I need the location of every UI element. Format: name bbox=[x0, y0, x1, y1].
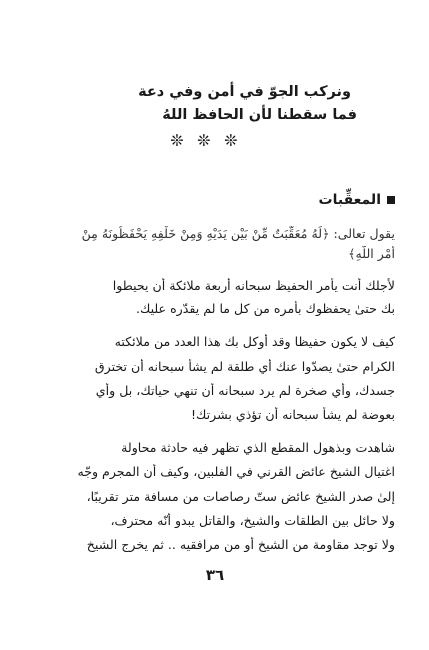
paragraph-2-line-3: جسدك، وأي صخرة لم يرد سبحانه أن تنهي حياتك، بل وأي bbox=[95, 383, 395, 398]
paragraph-3-line-1: شاهدت وبذهول المقطع الذي تظهر فيه حادثة محاولة bbox=[121, 440, 395, 455]
square-bullet-icon bbox=[387, 196, 395, 204]
poem-line-2: فما سقطنا لأن الحافظ اللهُ bbox=[162, 107, 357, 123]
ornament-divider: ❊ ❊ ❊ bbox=[170, 131, 242, 150]
paragraph-1-line-2: بك حتىٰ يحفظوك بأمره من كل ما لم يقدّره عليك. bbox=[135, 301, 395, 316]
verse-line-2: أَمْرِ اللَّهِ﴾ bbox=[348, 246, 395, 261]
paragraph-2-line-1: كيف لا يكون حفيظا وقد أوكل بك هذا العدد من ملائكته bbox=[114, 334, 395, 349]
paragraph-3-line-3: إلىٰ صدر الشيخ عائض ستّ رصاصات من مسافة متر تقريبًا، bbox=[86, 489, 395, 504]
verse-line-1: يقول تعالى: ﴿لَهُ مُعَقِّبَتٌ مِّنْ بَيْنِ يَدَيْهِ وَمِنْ خَلْفِهِ يَحْفَظُونَهُ مِنْ bbox=[81, 226, 395, 241]
section-title: المعقِّبات bbox=[318, 192, 381, 208]
paragraph-3-line-2: اغتيال الشيخ عائض القرني في الفلبين، وكيف أن المجرم وجّه bbox=[77, 464, 395, 479]
paragraph-2-line-2: الكرام حتىٰ يصدّوا عنك أي طلقة لم يشأ سبحانه أن تخترق bbox=[94, 359, 395, 374]
section-heading bbox=[319, 192, 395, 208]
paragraph-3-line-4: ولا حائل بين الطلقات والشيخ، والقاتل يبدو أنّه محترف، bbox=[110, 513, 395, 528]
poem-line-1: ونركب الجوّ في أمن وفي دعة bbox=[138, 84, 351, 100]
paragraph-3-line-5: ولا توجد مقاومة من الشيخ أو من مرافقيه .. ثم يخرج الشيخ bbox=[86, 537, 395, 552]
paragraph-2-line-4: بعوضة لم يشأ سبحانه أن تؤذي بشرتك! bbox=[190, 407, 395, 422]
page-number: ٣٦ bbox=[205, 566, 225, 584]
paragraph-1-line-1: لأجلك أنت يأمر الحفيظ سبحانه أربعة ملائكة أن يحيطوا bbox=[112, 278, 395, 293]
